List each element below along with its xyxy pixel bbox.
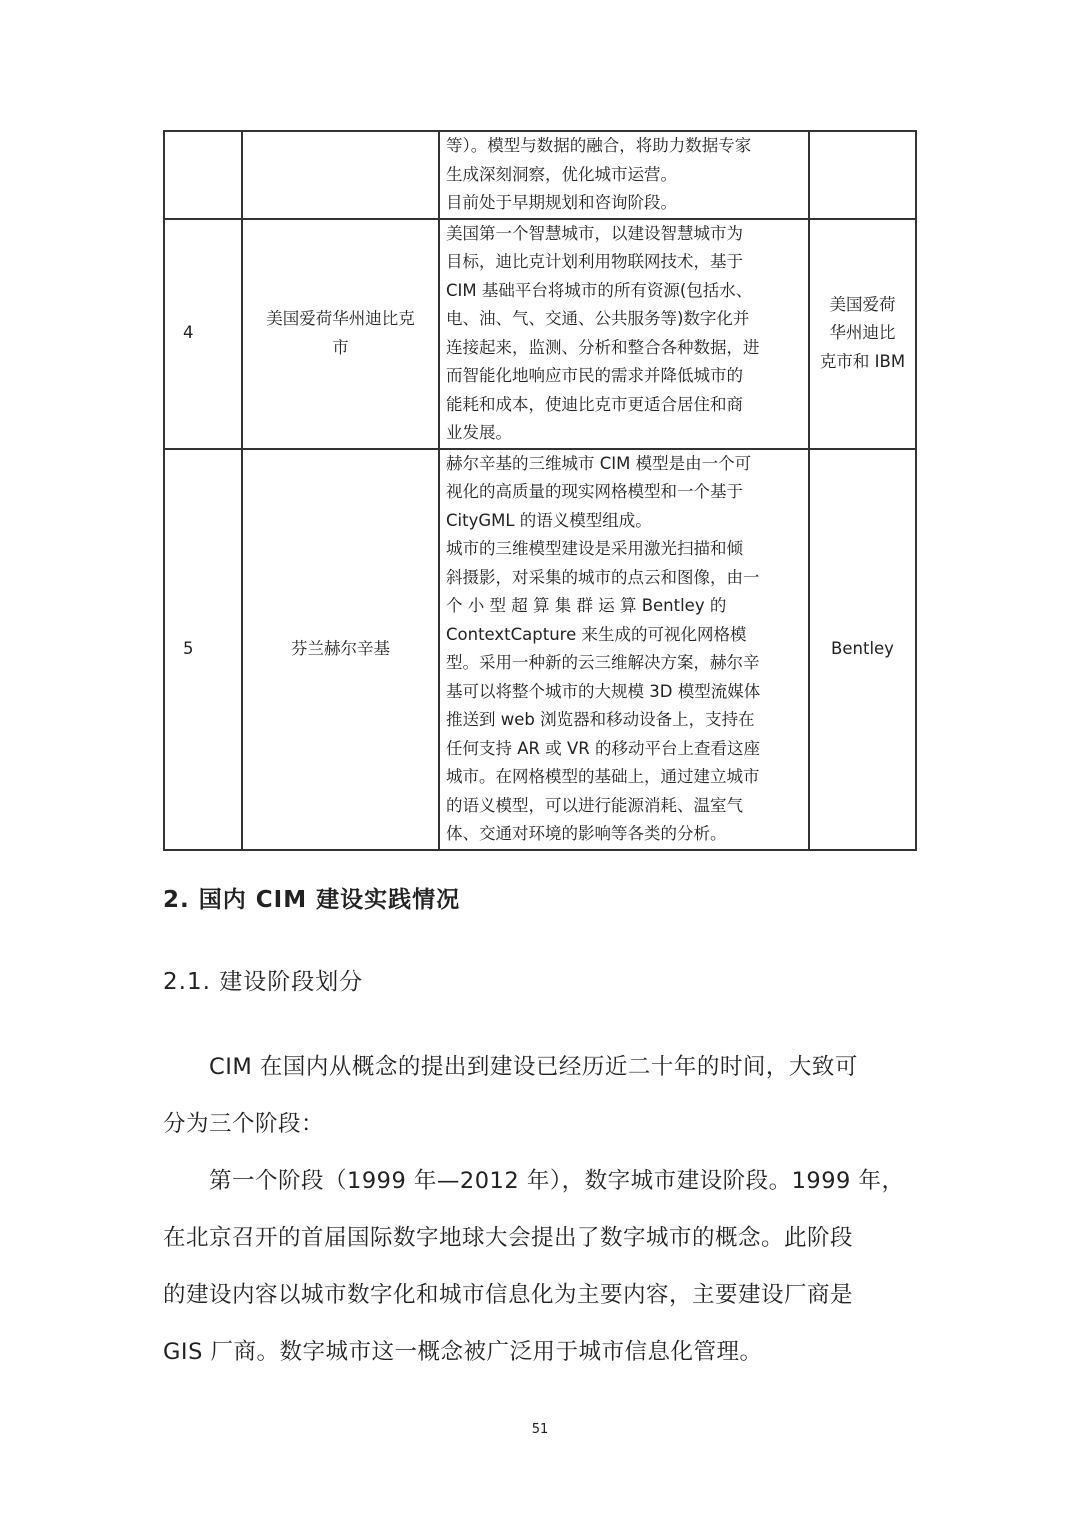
- row-number: 5: [164, 449, 242, 850]
- city-cell: 芬兰赫尔辛基: [242, 449, 439, 850]
- description-cell: 美国第一个智慧城市，以建设智慧城市为 目标，迪比克计划利用物联网技术，基于 CIM 基础平台将城市的所有资源(包括水、 电、油、气、交通、公共服务等)数字化并 连接起来，监测、分析和整合各种数据，进 而智能化地响应市民的需求并降低城市的 能耗和成本，使迪比克市更适合居住和商 业发展。: [439, 219, 809, 449]
- body-paragraph: 第一个阶段（1999 年—2012 年），数字城市建设阶段。1999 年， 在北京召开的首届国际数字地球大会提出了数字城市的概念。此阶段 的建设内容以城市数字化和城市信息化为主要内容，主要建设厂商是 GIS 厂商。数字城市这一概念被广泛用于城市信息化管理。: [163, 1167, 905, 1365]
- cim-cases-table: [163, 130, 917, 851]
- page-number: 51: [531, 1421, 549, 1437]
- city-cell: [242, 131, 439, 219]
- city-cell: 美国爱荷华州迪比克 市: [242, 219, 439, 449]
- table-row: [164, 219, 916, 449]
- row-number: [164, 131, 242, 219]
- description-cell: 等）。模型与数据的融合，将助力数据专家 生成深刻洞察，优化城市运营。 目前处于早期规划和咨询阶段。: [439, 131, 809, 219]
- table-row: [164, 131, 916, 219]
- body-paragraph: CIM 在国内从概念的提出到建设已经历近二十年的时间，大致可 分为三个阶段：: [163, 1053, 858, 1137]
- table-row: [164, 449, 916, 850]
- section-heading: 2. 国内 CIM 建设实践情况: [163, 886, 461, 913]
- description-cell: 赫尔辛基的三维城市 CIM 模型是由一个可 视化的高质量的现实网格模型和一个基于 CityGML 的语义模型组成。 城市的三维模型建设是采用激光扫描和倾 斜摄影，对采集的城市的点云和图像，由一 个 小 型 超 算 集 群 运 算 Bentley 的 ContextCapture 来生成的可视化网格模 型。采用一种新的云三维解决方案，赫尔辛 基可以将整个城市的大规模 3D 模型流媒体 推送到 web 浏览器和移动设备上，支持在 任何支持 AR 或 VR 的移动平台上查看这座 城市。在网格模型的基础上，通过建立城市 的语义模型，可以进行能源消耗、温室气 体、交通对环境的影响等各类的分析。: [439, 449, 809, 850]
- partner-cell: [809, 131, 916, 219]
- subsection-heading: 2.1. 建设阶段划分: [163, 968, 364, 995]
- partner-cell: 美国爱荷 华州迪比 克市和 IBM: [809, 219, 916, 449]
- partner-cell: Bentley: [809, 449, 916, 850]
- row-number: 4: [164, 219, 242, 449]
